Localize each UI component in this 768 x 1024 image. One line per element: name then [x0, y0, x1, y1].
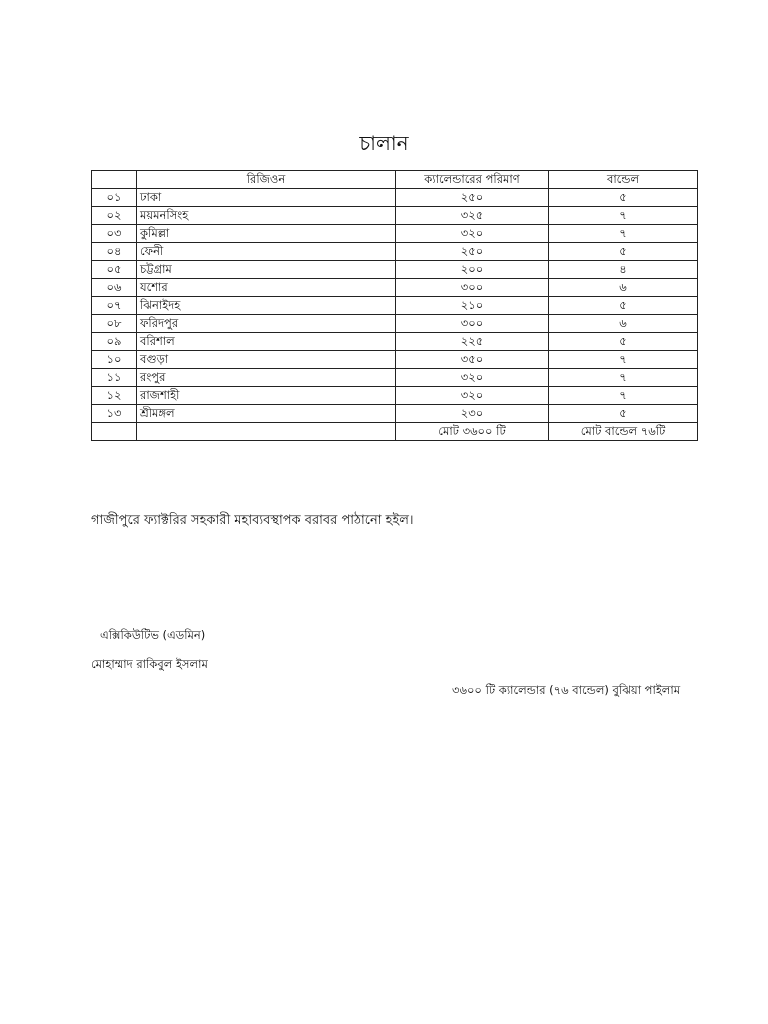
cell-region: কুমিল্লা — [137, 225, 396, 243]
cell-quantity: ২৫০ — [396, 189, 549, 207]
cell-quantity: ৩০০ — [396, 279, 549, 297]
cell-serial: ০৪ — [92, 243, 137, 261]
sender-designation: এক্সিকিউটিভ (এডমিন) — [100, 628, 206, 642]
table-row — [92, 279, 698, 297]
cell-region: রাজশাহী — [137, 387, 396, 405]
cell-serial: ০২ — [92, 207, 137, 225]
cell-region: ঢাকা — [137, 189, 396, 207]
cell-bundle: ৬ — [549, 279, 698, 297]
challan-table — [91, 170, 698, 441]
table-row — [92, 333, 698, 351]
cell-bundle: ৫ — [549, 189, 698, 207]
table-row — [92, 369, 698, 387]
cell-serial: ০৩ — [92, 225, 137, 243]
table-row — [92, 225, 698, 243]
cell-region: রংপুর — [137, 369, 396, 387]
cell-region: ফরিদপুর — [137, 315, 396, 333]
cell-quantity: ৩০০ — [396, 315, 549, 333]
cell-bundle: ৭ — [549, 351, 698, 369]
cell-quantity: ৩২০ — [396, 387, 549, 405]
cell-bundle: ৭ — [549, 225, 698, 243]
cell-bundle: ৫ — [549, 405, 698, 423]
cell-region: চট্টগ্রাম — [137, 261, 396, 279]
table-row — [92, 387, 698, 405]
cell-region: ফেনী — [137, 243, 396, 261]
cell-serial: ০৭ — [92, 297, 137, 315]
cell-bundle: ৫ — [549, 243, 698, 261]
table-row — [92, 189, 698, 207]
cell-serial: ১২ — [92, 387, 137, 405]
cell-bundle: ৪ — [549, 261, 698, 279]
table-total-row — [92, 423, 698, 441]
cell-quantity: ২১০ — [396, 297, 549, 315]
cell-region: ঝিনাইদহ — [137, 297, 396, 315]
cell-serial: ১০ — [92, 351, 137, 369]
cell-region: যশোর — [137, 279, 396, 297]
sender-name: মোহাম্মাদ রাকিবুল ইসলাম — [91, 657, 208, 671]
cell-serial: ০৬ — [92, 279, 137, 297]
cell-serial: ০১ — [92, 189, 137, 207]
cell-bundle: ৭ — [549, 207, 698, 225]
receipt-acknowledgement: ৩৬০০ টি ক্যালেন্ডার (৭৬ বান্ডেল) বুঝিয়া পাইলাম — [452, 683, 681, 697]
table-row — [92, 297, 698, 315]
cell-serial: ১৩ — [92, 405, 137, 423]
header-region: রিজিওন — [137, 171, 396, 189]
cell-bundle: ৫ — [549, 333, 698, 351]
cell-serial: ০৫ — [92, 261, 137, 279]
document-title: চালান — [359, 131, 409, 155]
cell-quantity: ৩২৫ — [396, 207, 549, 225]
cell-region: শ্রীমঙ্গল — [137, 405, 396, 423]
total-serial-cell — [92, 423, 137, 441]
dispatch-note: গাজীপুরে ফ্যাক্টরির সহকারী মহাব্যবস্থাপক বরাবর পাঠানো হইল। — [91, 513, 414, 528]
cell-bundle: ৭ — [549, 369, 698, 387]
table-body — [92, 189, 698, 441]
cell-quantity: ২৫০ — [396, 243, 549, 261]
cell-region: বরিশাল — [137, 333, 396, 351]
cell-serial: ০৯ — [92, 333, 137, 351]
cell-serial: ১১ — [92, 369, 137, 387]
total-quantity: মোট ৩৬০০ টি — [396, 423, 549, 441]
cell-quantity: ২২৫ — [396, 333, 549, 351]
cell-quantity: ২৩০ — [396, 405, 549, 423]
table-row — [92, 405, 698, 423]
table-row — [92, 315, 698, 333]
total-region-cell — [137, 423, 396, 441]
cell-quantity: ২০০ — [396, 261, 549, 279]
header-bundle: বান্ডেল — [549, 171, 698, 189]
table-header-row — [92, 171, 698, 189]
cell-bundle: ৭ — [549, 387, 698, 405]
cell-bundle: ৫ — [549, 297, 698, 315]
cell-region: ময়মনসিংহ — [137, 207, 396, 225]
cell-serial: ০৮ — [92, 315, 137, 333]
table-row — [92, 243, 698, 261]
header-serial — [92, 171, 137, 189]
cell-bundle: ৬ — [549, 315, 698, 333]
cell-quantity: ৩৫০ — [396, 351, 549, 369]
table-row — [92, 351, 698, 369]
cell-quantity: ৩২০ — [396, 225, 549, 243]
cell-quantity: ৩২০ — [396, 369, 549, 387]
total-bundle: মোট বান্ডেল ৭৬টি — [549, 423, 698, 441]
cell-region: বগুড়া — [137, 351, 396, 369]
table-row — [92, 261, 698, 279]
header-calendar-quantity: ক্যালেন্ডারের পরিমাণ — [396, 171, 549, 189]
table-row — [92, 207, 698, 225]
